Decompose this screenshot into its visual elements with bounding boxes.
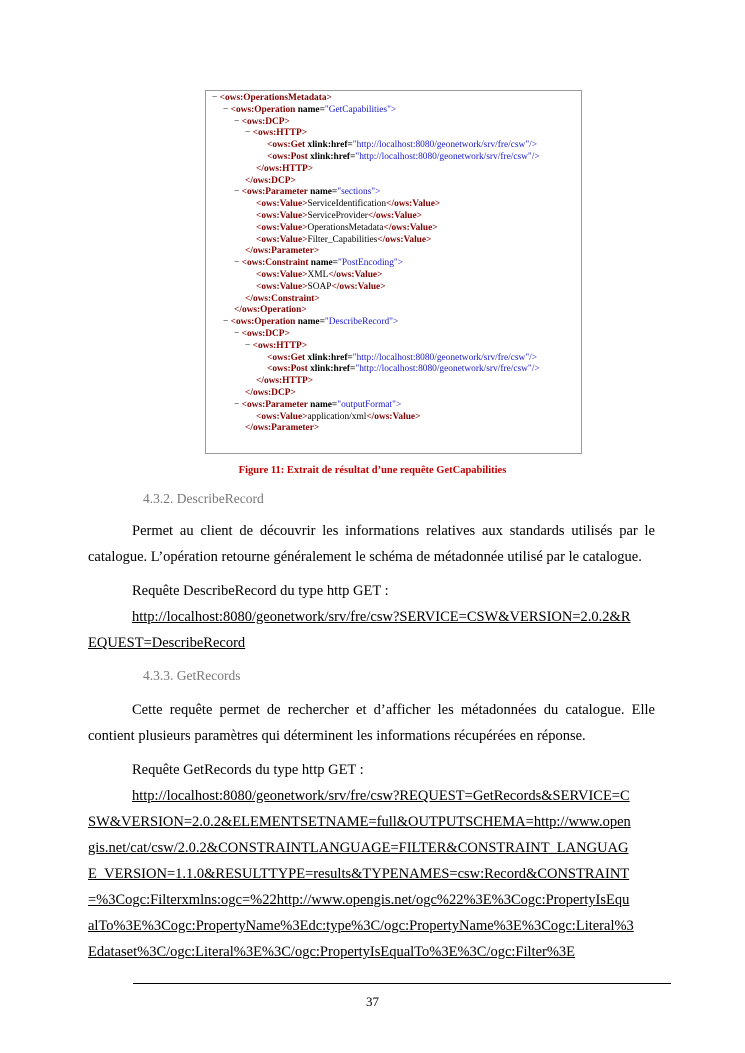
xml-collapse-toggle: − bbox=[234, 329, 242, 339]
xml-collapse-toggle: − bbox=[234, 116, 242, 127]
xml-tag: </ows:Operation> bbox=[234, 305, 307, 316]
xml-attribute-name: xlink:href= bbox=[305, 140, 353, 151]
xml-tag-close: /> bbox=[529, 140, 538, 151]
url-getrecords-line-6[interactable]: alTo%3E%3Cogc:PropertyName%3Edc:type%3C/ogc:PropertyName%3E%3Cogc:Literal%3 bbox=[88, 918, 634, 934]
xml-text-value: XML bbox=[307, 270, 329, 280]
xml-line bbox=[245, 423, 319, 435]
xml-tag: <ows:HTTP> bbox=[252, 340, 308, 351]
xml-tag: <ows:Value> bbox=[256, 270, 308, 280]
xml-tag: <ows:Operation bbox=[230, 104, 296, 115]
xml-attribute-value: "DescribeRecord" bbox=[324, 317, 393, 328]
xml-line bbox=[245, 294, 320, 306]
xml-tag: <ows:Value> bbox=[256, 199, 308, 210]
xml-tag-close: > bbox=[395, 399, 402, 410]
xml-attribute-value: "http://localhost:8080/geonetwork/srv/fre/csw" bbox=[352, 352, 530, 363]
xml-attribute-name: name= bbox=[307, 399, 338, 410]
xml-line[interactable] bbox=[245, 128, 307, 140]
xml-tag: <ows:OperationsMetadata> bbox=[219, 93, 332, 103]
xml-end-tag: </ows:Value> bbox=[331, 281, 386, 292]
xml-collapse-toggle: − bbox=[245, 340, 253, 351]
xml-attribute-name: name= bbox=[307, 187, 338, 198]
xml-line bbox=[245, 246, 319, 258]
xml-line[interactable] bbox=[234, 329, 290, 341]
xml-text-value: OperationsMetadata bbox=[307, 222, 384, 233]
xml-collapse-toggle: − bbox=[245, 128, 253, 139]
xml-tag-close: > bbox=[375, 187, 381, 198]
xml-end-tag: </ows:Value> bbox=[328, 270, 383, 280]
footer-rule bbox=[133, 983, 671, 984]
xml-collapse-toggle: − bbox=[234, 187, 242, 198]
xml-text-value: SOAP bbox=[307, 281, 332, 292]
xml-text-value: ServiceProvider bbox=[307, 211, 368, 221]
xml-tag: </ows:HTTP> bbox=[256, 163, 314, 174]
xml-collapse-toggle: − bbox=[234, 258, 242, 269]
xml-tag: <ows:Get bbox=[267, 140, 306, 151]
xml-line[interactable] bbox=[212, 93, 332, 105]
xml-tag: <ows:Post bbox=[267, 364, 308, 375]
xml-text-value: ServiceIdentification bbox=[307, 199, 387, 210]
xml-attribute-value: "http://localhost:8080/geonetwork/srv/fre/csw" bbox=[352, 140, 530, 151]
xml-tag: <ows:Constraint bbox=[241, 258, 309, 269]
xml-line bbox=[256, 270, 382, 282]
xml-end-tag: </ows:Value> bbox=[377, 234, 432, 245]
url-getrecords-line-2[interactable]: SW&VERSION=2.0.2&ELEMENTSETNAME=full&OUTPUTSCHEMA=http://www.open bbox=[88, 814, 631, 830]
url-getrecords-line-3[interactable]: gis.net/cat/csw/2.0.2&CONSTRAINTLANGUAGE=FILTER&CONSTRAINT_LANGUAG bbox=[88, 840, 629, 856]
xml-tag-close: > bbox=[392, 317, 399, 328]
xml-line bbox=[256, 412, 420, 424]
xml-attribute-value: "GetCapabilities" bbox=[324, 104, 391, 115]
xml-tag: </ows:DCP> bbox=[245, 388, 296, 398]
xml-line bbox=[267, 140, 537, 152]
xml-attribute-value: "PostEncoding" bbox=[338, 258, 398, 269]
xml-attribute-name: xlink:href= bbox=[307, 364, 356, 375]
paragraph-getrecords: Cette requête permet de rechercher et d’afficher les métadonnées du catalogue. Elle contient plusieurs paramètres qui déterminent les informations récupérées en réponse. bbox=[88, 702, 655, 744]
xml-tag: </ows:DCP> bbox=[245, 175, 296, 186]
xml-attribute-value: "http://localhost:8080/geonetwork/srv/fre/csw" bbox=[355, 152, 532, 162]
xml-tag-close: /> bbox=[531, 364, 540, 375]
xml-attribute-name: name= bbox=[295, 104, 325, 115]
request-label-getrecords: Requête GetRecords du type http GET : bbox=[132, 762, 364, 778]
xml-tag: <ows:Value> bbox=[256, 281, 308, 292]
xml-tag: <ows:Parameter bbox=[241, 187, 308, 198]
xml-line bbox=[256, 211, 422, 223]
xml-line[interactable] bbox=[234, 187, 380, 199]
xml-line bbox=[245, 176, 296, 188]
xml-attribute-name: name= bbox=[308, 258, 339, 269]
xml-collapse-toggle: − bbox=[234, 399, 242, 410]
request-label-describerecord: Requête DescribeRecord du type http GET : bbox=[132, 583, 389, 599]
url-describerecord-line-1[interactable]: http://localhost:8080/geonetwork/srv/fre/csw?SERVICE=CSW&VERSION=2.0.2&R bbox=[132, 609, 631, 625]
xml-collapse-toggle: − bbox=[223, 317, 231, 328]
xml-line bbox=[256, 199, 440, 211]
xml-line[interactable] bbox=[234, 258, 403, 270]
xml-tag: <ows:DCP> bbox=[241, 329, 290, 339]
xml-line bbox=[256, 376, 313, 388]
xml-line bbox=[267, 364, 540, 376]
section-heading-describerecord: 4.3.2. DescribeRecord bbox=[143, 491, 264, 506]
xml-text-value: Filter_Capabilities bbox=[307, 234, 378, 245]
xml-line[interactable] bbox=[234, 117, 290, 129]
xml-tag: <ows:Post bbox=[267, 152, 308, 162]
xml-line bbox=[256, 164, 313, 176]
xml-line bbox=[256, 223, 438, 235]
section-heading-getrecords: 4.3.3. GetRecords bbox=[143, 668, 241, 683]
xml-line bbox=[267, 152, 540, 164]
paragraph-describerecord: Permet au client de découvrir les informations relatives aux standards utilisés par le catalogue. L’opération retourne généralement le schéma de métadonnée utilisé par le catalogue. bbox=[88, 523, 655, 565]
xml-text-value: application/xml bbox=[307, 411, 367, 422]
xml-line[interactable] bbox=[245, 341, 307, 353]
xml-collapse-toggle: − bbox=[212, 93, 220, 103]
xml-tag-close: > bbox=[390, 104, 397, 115]
xml-tag: </ows:Parameter> bbox=[245, 246, 320, 257]
xml-line bbox=[256, 235, 431, 247]
xml-attribute-value: "sections" bbox=[337, 187, 376, 198]
xml-attribute-value: "outputFormat" bbox=[337, 399, 396, 410]
xml-line[interactable] bbox=[223, 105, 396, 117]
xml-line[interactable] bbox=[234, 400, 401, 412]
xml-attribute-value: "http://localhost:8080/geonetwork/srv/fre/csw" bbox=[355, 364, 532, 375]
xml-tag: <ows:Value> bbox=[256, 411, 308, 422]
xml-line bbox=[234, 305, 307, 317]
xml-attribute-name: name= bbox=[295, 317, 325, 328]
xml-attribute-name: xlink:href= bbox=[305, 352, 353, 363]
url-describerecord-line-2[interactable]: EQUEST=DescribeRecord bbox=[88, 635, 246, 651]
xml-tag: <ows:DCP> bbox=[241, 116, 290, 127]
xml-line bbox=[267, 353, 537, 365]
url-getrecords-line-7[interactable]: Edataset%3C/ogc:Literal%3E%3C/ogc:PropertyIsEqualTo%3E%3C/ogc:Filter%3E bbox=[88, 944, 576, 960]
xml-tag: </ows:Constraint> bbox=[245, 293, 320, 304]
xml-tag: <ows:Parameter bbox=[241, 399, 308, 410]
xml-tag: </ows:Parameter> bbox=[245, 423, 320, 434]
xml-end-tag: </ows:Value> bbox=[366, 411, 421, 422]
xml-tag-close: /> bbox=[529, 352, 538, 363]
xml-tag: <ows:Value> bbox=[256, 211, 308, 221]
page-number: 37 bbox=[366, 994, 379, 1009]
figure-caption: Figure 11: Extrait de résultat d’une requête GetCapabilities bbox=[238, 465, 507, 476]
xml-tag: <ows:Operation bbox=[230, 317, 296, 328]
url-getrecords-line-4[interactable]: E_VERSION=1.1.0&RESULTTYPE=results&TYPENAMES=csw:Record&CONSTRAINT bbox=[88, 866, 630, 882]
xml-tag: <ows:Value> bbox=[256, 234, 308, 245]
xml-tag: <ows:Get bbox=[267, 352, 306, 363]
xml-tag-close: /> bbox=[531, 152, 540, 162]
xml-end-tag: </ows:Value> bbox=[383, 222, 438, 233]
xml-tag-close: > bbox=[397, 258, 404, 269]
url-getrecords-line-5[interactable]: =%3Cogc:Filterxmlns:ogc=%22http://www.opengis.net/ogc%22%3E%3Cogc:PropertyIsEqu bbox=[88, 892, 630, 908]
xml-tag: <ows:Value> bbox=[256, 222, 308, 233]
xml-tag: <ows:HTTP> bbox=[252, 128, 308, 139]
xml-collapse-toggle: − bbox=[223, 104, 231, 115]
xml-end-tag: </ows:Value> bbox=[386, 199, 441, 210]
xml-line bbox=[245, 388, 296, 400]
xml-figure bbox=[205, 90, 582, 454]
xml-line[interactable] bbox=[223, 317, 398, 329]
url-getrecords-line-1[interactable]: http://localhost:8080/geonetwork/srv/fre/csw?REQUEST=GetRecords&SERVICE=C bbox=[132, 788, 630, 804]
xml-attribute-name: xlink:href= bbox=[307, 152, 356, 162]
xml-tag: </ows:HTTP> bbox=[256, 376, 314, 387]
xml-end-tag: </ows:Value> bbox=[367, 211, 422, 221]
xml-line bbox=[256, 282, 386, 294]
